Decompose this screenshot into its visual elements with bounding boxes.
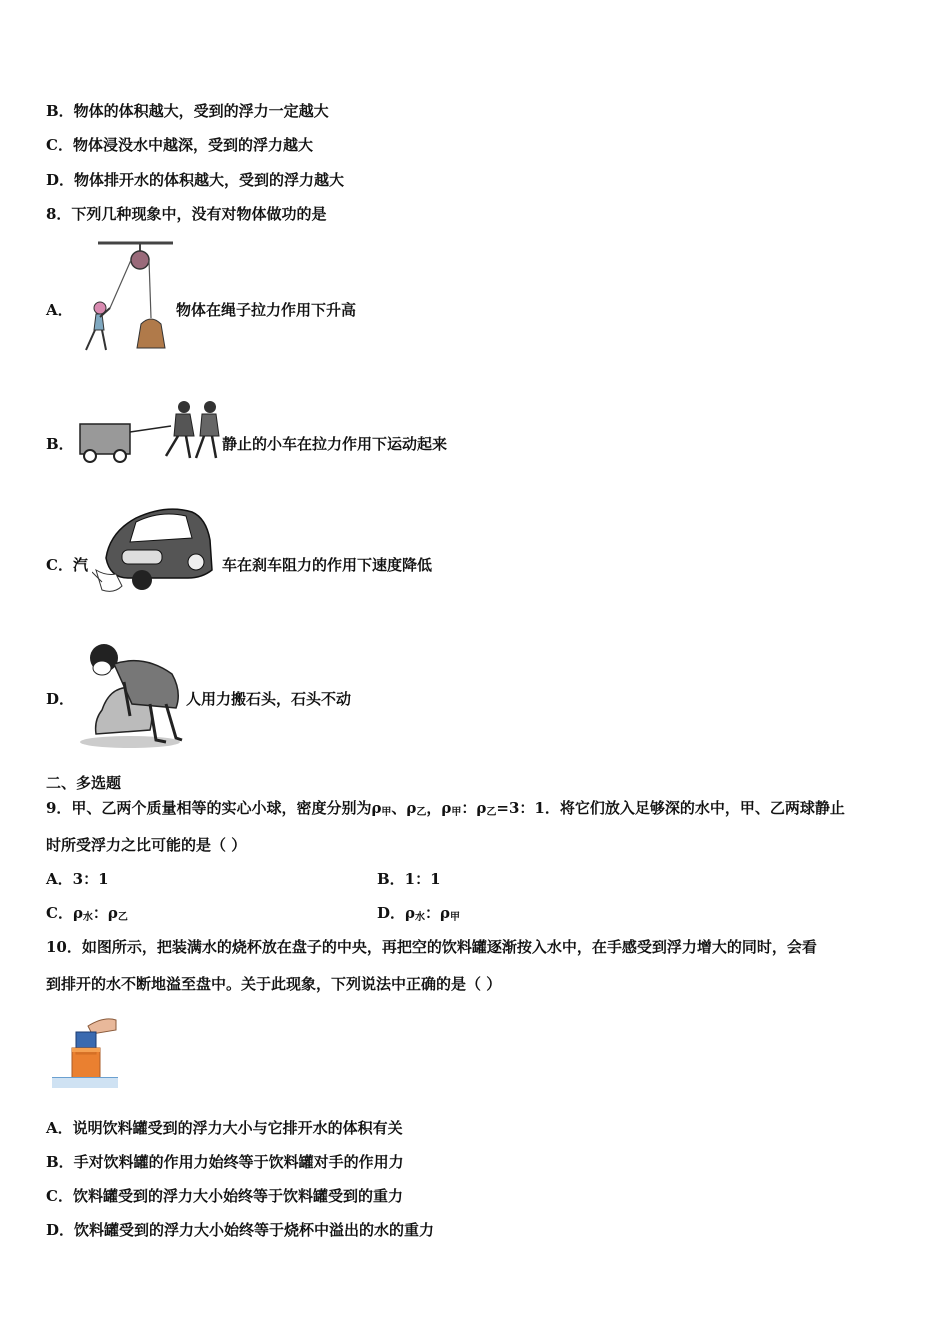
q9-option-a: A．3：1: [46, 870, 109, 888]
q10-option-c: C．饮料罐受到的浮力大小始终等于饮料罐受到的重力: [46, 1187, 403, 1205]
section-title: 二、多选题: [46, 774, 122, 792]
q9-option-d: D．$\rho_水$：$\rho_甲$: [377, 904, 460, 923]
q10-option-d: D．饮料罐受到的浮力大小始终等于烧杯中溢出的水的重力: [46, 1221, 435, 1239]
q8-option-d-label: D．: [46, 690, 75, 708]
cart-figure: [76, 398, 222, 464]
q8-option-c-label: C．汽: [46, 556, 88, 574]
q10-option-a: A．说明饮料罐受到的浮力大小与它排开水的体积有关: [46, 1119, 403, 1137]
q7-option-b: B．物体的体积越大，受到的浮力一定越大: [46, 102, 329, 120]
q10-stem-line2: 到排开的水不断地溢至盘中。关于此现象，下列说法中正确的是（ ）: [46, 975, 502, 993]
q9-stem-line2: 时所受浮力之比可能的是（ ）: [46, 836, 247, 854]
q7-option-c: C．物体浸没水中越深，受到的浮力越大: [46, 136, 313, 154]
q7-option-d: D．物体排开水的体积越大，受到的浮力越大: [46, 171, 345, 189]
q8-option-a-label: A．: [46, 301, 73, 319]
person-stone-figure: [78, 638, 186, 750]
q8-option-a-text: 物体在绳子拉力作用下升高: [176, 301, 357, 319]
q8-option-c-text: 车在刹车阻力的作用下速度降低: [222, 556, 433, 574]
q9-stem-line1: 9．甲、乙两个质量相等的实心小球，密度分别为$\rho_甲$、$\rho_乙$，$\rho_甲$：$\rho_乙=3$：1．将它们放入足够深的水中，甲、乙两球静止: [46, 799, 845, 818]
q8-option-b-label: B．: [46, 435, 74, 453]
beaker-can-figure: [50, 1016, 120, 1092]
q8-option-b-text: 静止的小车在拉力作用下运动起来: [222, 435, 448, 453]
car-figure: [92, 500, 222, 600]
q10-stem-line1: 10．如图所示，把装满水的烧杯放在盘子的中央，再把空的饮料罐逐渐按入水中，在手感受到浮力增大的同时，会看: [46, 938, 817, 956]
q9-option-c: C．$\rho_水$：$\rho_乙$: [46, 904, 128, 923]
q8-stem: 8．下列几种现象中，没有对物体做功的是: [46, 205, 327, 223]
pulley-figure: [78, 240, 176, 355]
q8-option-d-text: 人用力搬石头，石头不动: [186, 690, 352, 708]
q10-option-b: B．手对饮料罐的作用力始终等于饮料罐对手的作用力: [46, 1153, 404, 1171]
q9-option-b: B．1：1: [377, 870, 441, 888]
